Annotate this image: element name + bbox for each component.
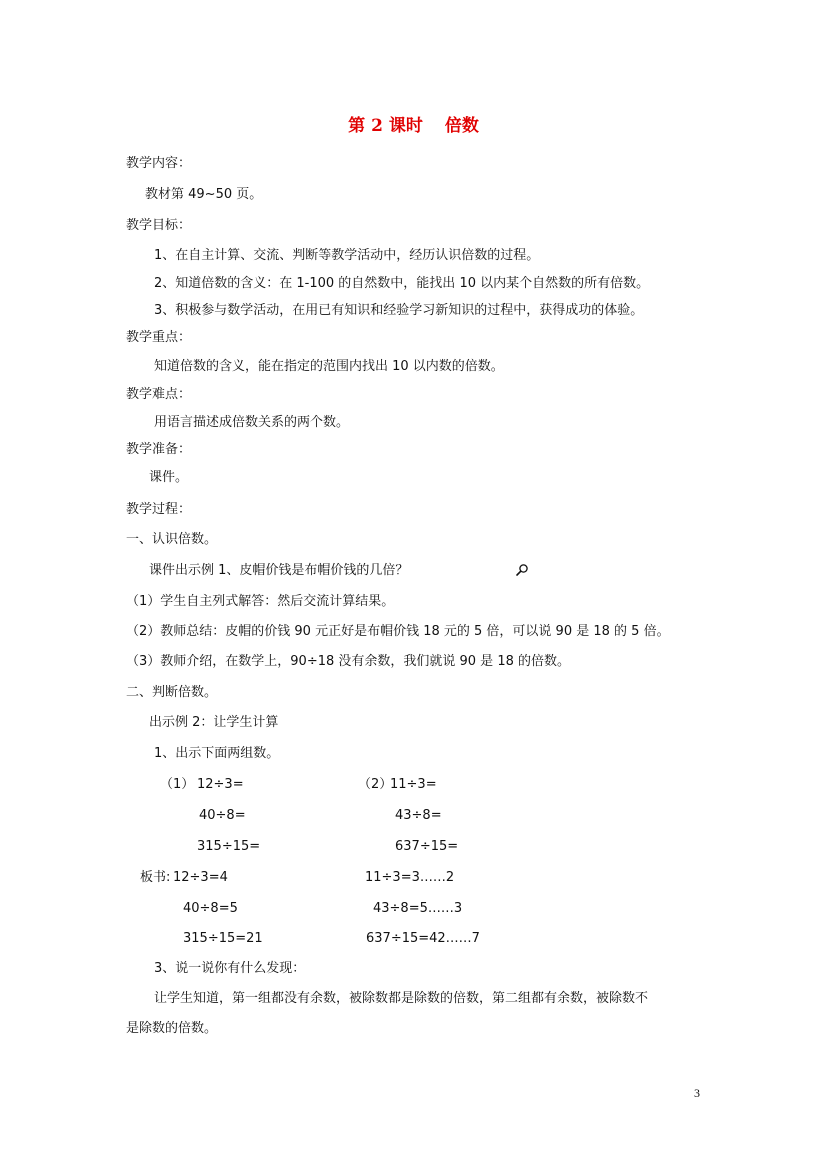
part1-step: （1）学生自主列式解答：然后交流计算结果。	[126, 594, 395, 609]
board2-expr: 11÷3=3……2	[365, 870, 455, 885]
group1-expr: 12÷3=	[197, 777, 244, 792]
prep-heading: 教学准备：	[126, 442, 192, 457]
title-topic: 倍数	[444, 116, 479, 136]
content-heading: 教学内容：	[126, 156, 192, 171]
goal-item: 2、知道倍数的含义：在 1-100 的自然数中，能找出 10 以内某个自然数的所有倍数。	[154, 276, 650, 291]
part2-example: 出示例 2：让学生计算	[149, 715, 279, 730]
page-number: 3	[694, 1086, 700, 1100]
board-label: 板书:	[140, 870, 171, 885]
goal-item: 1、在自主计算、交流、判断等教学活动中，经历认识倍数的过程。	[154, 248, 540, 263]
part1-step: （3）教师介绍，在数学上，90÷18 没有余数，我们就说 90 是 18 的倍数。	[126, 654, 570, 669]
group2-expr: 43÷8=	[395, 808, 442, 823]
goal-item: 3、积极参与数学活动，在用已有知识和经验学习新知识的过程中，获得成功的体验。	[154, 303, 644, 318]
part2-step1: 1、出示下面两组数。	[154, 746, 280, 761]
process-heading: 教学过程：	[126, 502, 192, 517]
title-lesson: 第 2 课时	[348, 116, 423, 136]
board1-expr: 315÷15=21	[183, 931, 263, 946]
part1-heading: 一、认识倍数。	[126, 532, 218, 547]
difficulty-text: 用语言描述成倍数关系的两个数。	[154, 415, 350, 430]
key-text: 知道倍数的含义，能在指定的范围内找出 10 以内数的倍数。	[154, 359, 504, 374]
board1-expr: 12÷3=4	[173, 870, 228, 885]
page-title	[0, 116, 827, 136]
part2-step3: 3、说一说你有什么发现：	[154, 961, 306, 976]
group2-expr: 11÷3=	[390, 777, 437, 792]
magnifier-icon	[515, 563, 529, 577]
board1-expr: 40÷8=5	[183, 901, 238, 916]
part1-example: 课件出示例 1、皮帽价钱是布帽价钱的几倍？	[149, 563, 409, 578]
content-text: 教材第 49~50 页。	[145, 187, 263, 202]
group2-expr: 637÷15=	[395, 839, 459, 854]
group2-label: （2）	[358, 777, 393, 792]
group1-expr: 40÷8=	[199, 808, 246, 823]
goals-heading: 教学目标：	[126, 218, 192, 233]
conclusion-line: 是除数的倍数。	[126, 1021, 218, 1036]
key-heading: 教学重点：	[126, 330, 192, 345]
group1-expr: 315÷15=	[197, 839, 261, 854]
part2-heading: 二、判断倍数。	[126, 685, 218, 700]
board2-expr: 43÷8=5……3	[373, 901, 463, 916]
board2-expr: 637÷15=42……7	[366, 931, 480, 946]
difficulty-heading: 教学难点：	[126, 387, 192, 402]
group1-label: （1）	[160, 777, 195, 792]
prep-text: 课件。	[149, 470, 189, 485]
part1-step: （2）教师总结：皮帽的价钱 90 元正好是布帽价钱 18 元的 5 倍，可以说 90 是 18 的 5 倍。	[126, 624, 670, 639]
conclusion-line: 让学生知道，第一组都没有余数，被除数都是除数的倍数，第二组都有余数，被除数不	[154, 991, 649, 1006]
